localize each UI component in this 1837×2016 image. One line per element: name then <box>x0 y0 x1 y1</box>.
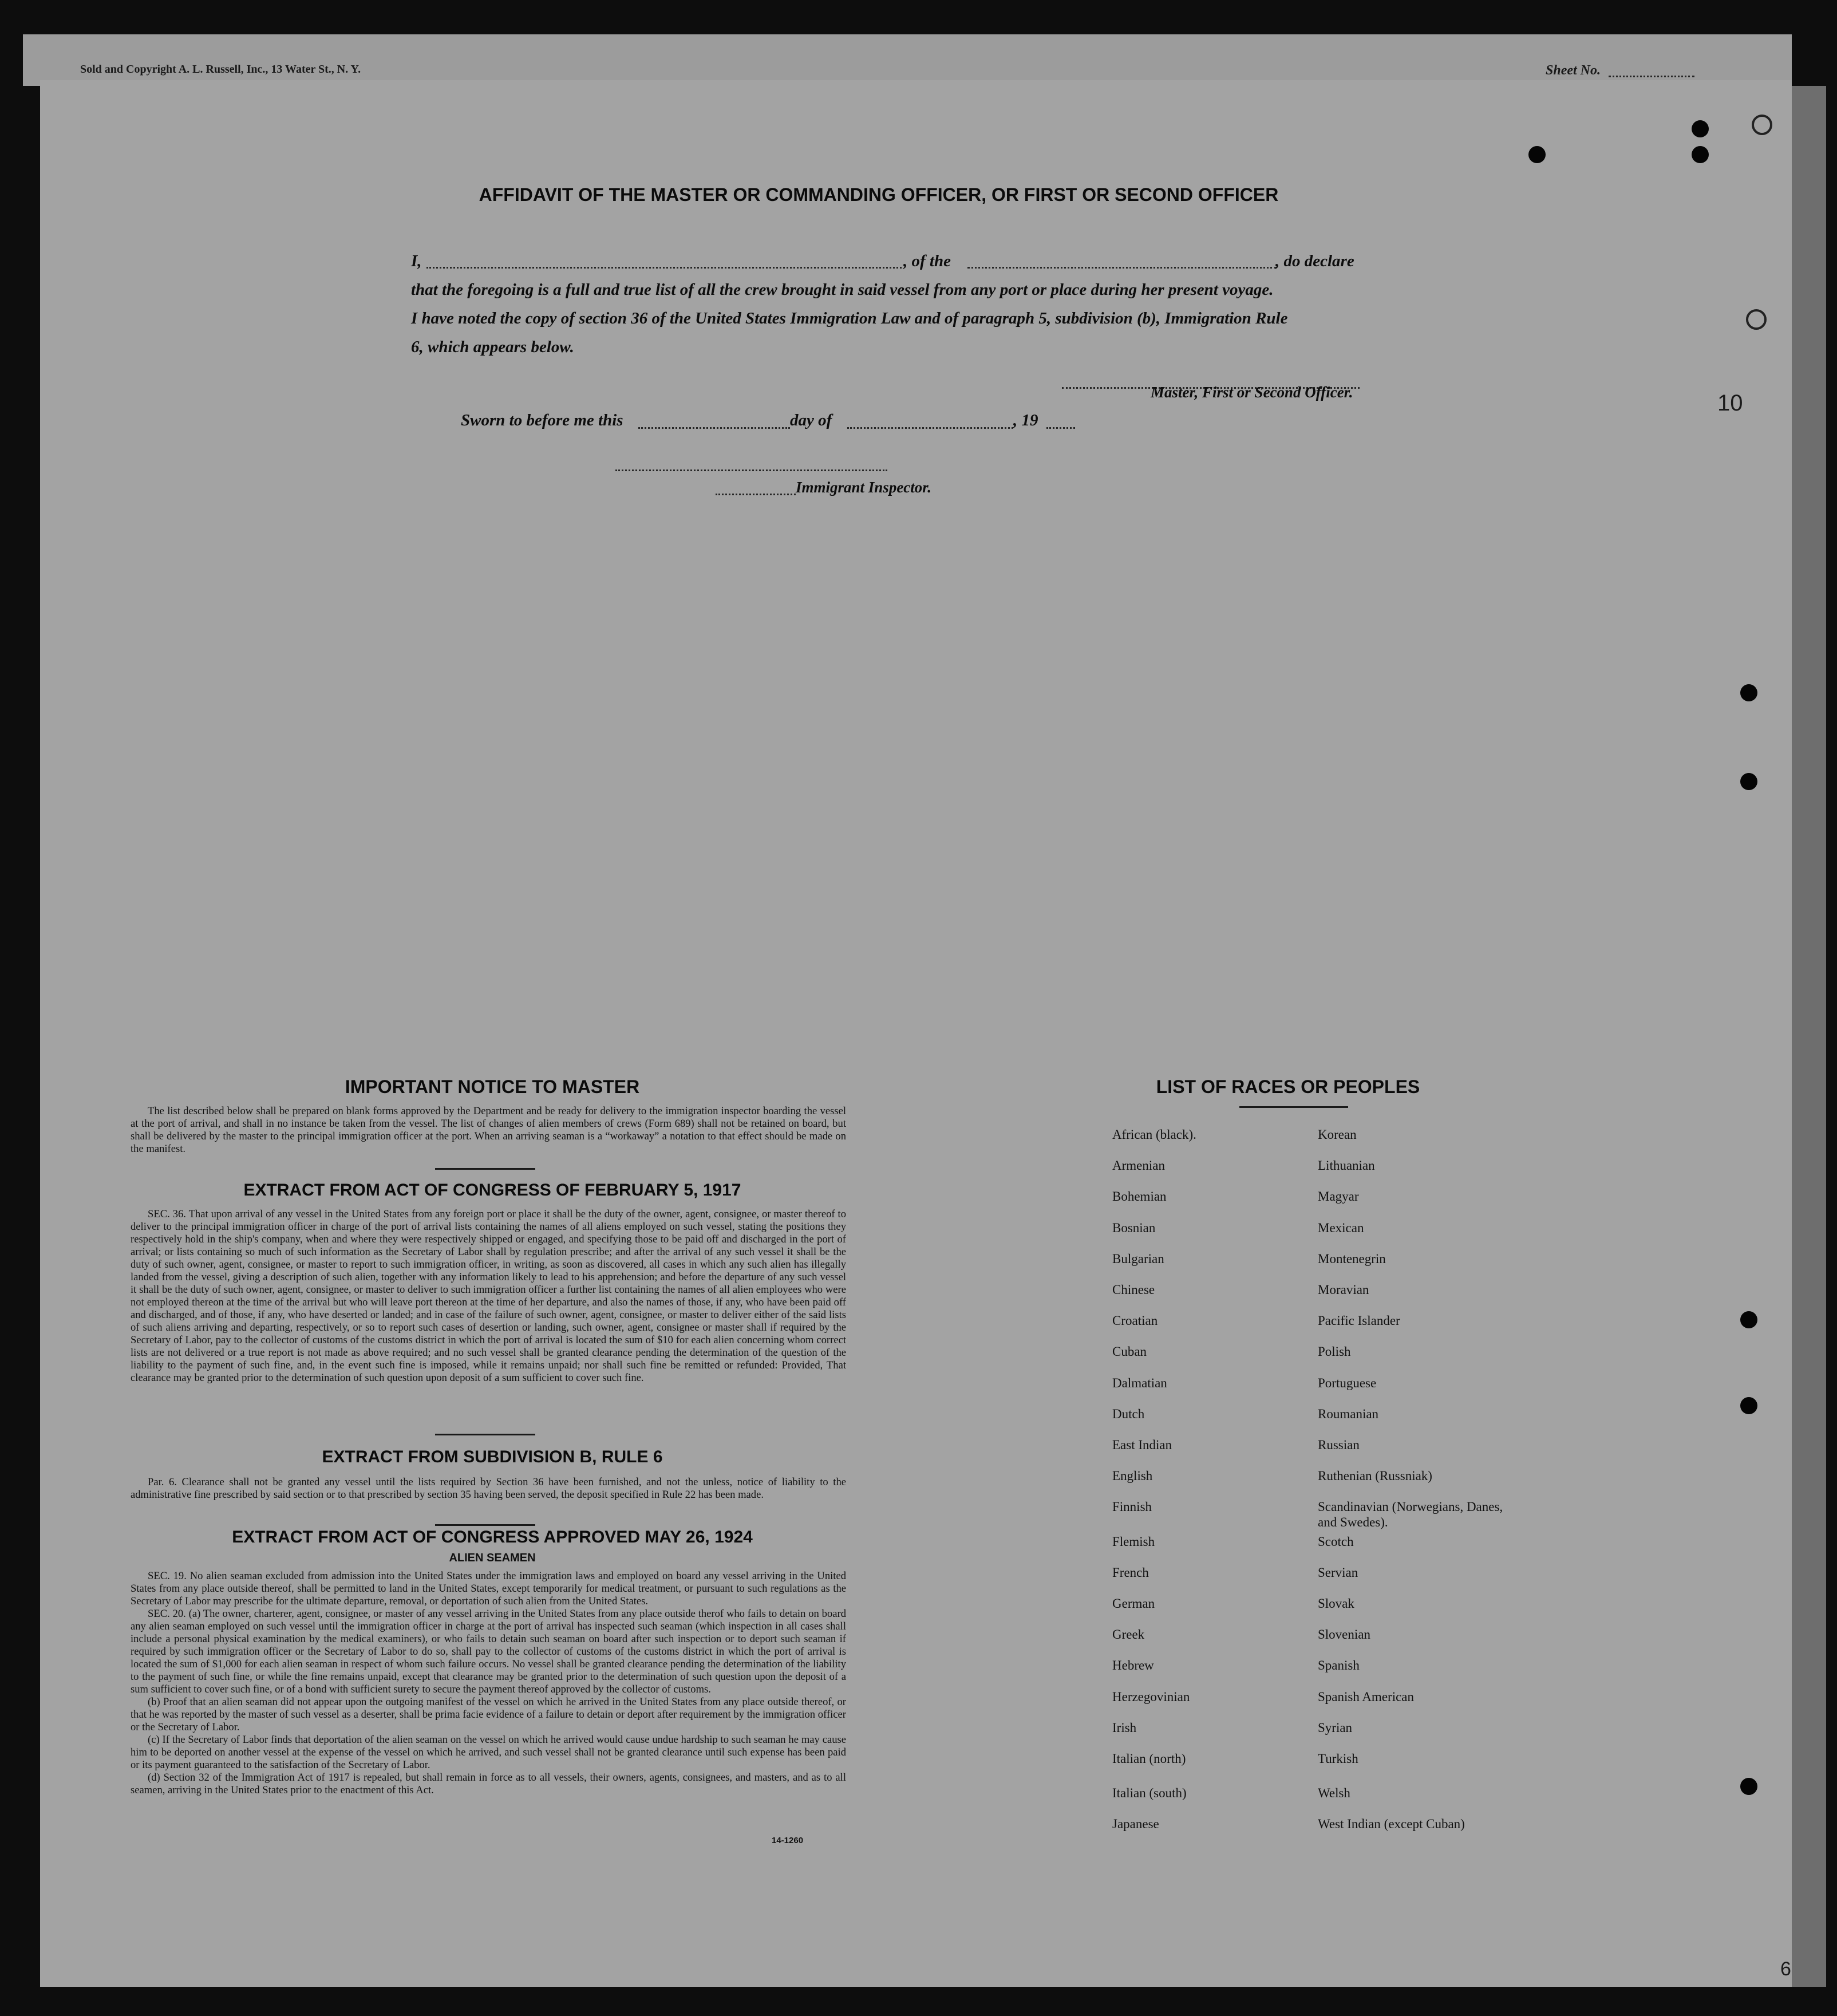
page-edge <box>1792 86 1826 1987</box>
alien-seamen-subtitle: ALIEN SEAMEN <box>449 1552 536 1564</box>
affidavit-do-declare: , do declare <box>1275 252 1354 270</box>
punch-hole <box>1692 120 1709 137</box>
race-item: German <box>1112 1596 1155 1611</box>
affidavit-line-4: 6, which appears below. <box>411 338 574 356</box>
race-item: Finnish <box>1112 1500 1152 1514</box>
race-item: Slovenian <box>1318 1627 1370 1642</box>
race-item: Armenian <box>1112 1158 1165 1173</box>
race-item: East Indian <box>1112 1438 1172 1452</box>
race-item: Hebrew <box>1112 1658 1154 1673</box>
divider <box>435 1434 535 1435</box>
notice-title: IMPORTANT NOTICE TO MASTER <box>345 1076 640 1097</box>
notice-text <box>131 1105 846 1155</box>
race-item: Greek <box>1112 1627 1145 1642</box>
divider <box>1239 1106 1348 1108</box>
affidavit-title: AFFIDAVIT OF THE MASTER OR COMMANDING OFFICER, OR FIRST OR SECOND OFFICER <box>479 184 1279 205</box>
section-20-c: (c) If the Secretary of Labor finds that deportation of the alien seaman on the vessel on which he arrived would cause undue hardship to such seaman he may cause him to be deported on another vessel at the expense of the vessel on which he arrived, and such vessel shall not be granted clearance until such expense has been paid or its payment guaranteed to the satisfaction of the Secretary of Labor. <box>131 1734 846 1771</box>
name-blank <box>426 267 902 269</box>
race-item: Spanish <box>1318 1658 1360 1673</box>
race-item: English <box>1112 1469 1153 1484</box>
race-item: Syrian <box>1318 1720 1353 1735</box>
race-item: African (black). <box>1112 1127 1196 1142</box>
race-item: Magyar <box>1318 1189 1359 1204</box>
sworn-month-blank <box>847 427 1013 429</box>
affidavit-line-2: that the foregoing is a full and true list of all the crew brought in said vessel from any port or place during her present voyage. <box>411 281 1274 299</box>
races-title: LIST OF RACES OR PEOPLES <box>1156 1076 1420 1097</box>
race-item: Mexican <box>1318 1220 1364 1235</box>
act-1917-title: EXTRACT FROM ACT OF CONGRESS OF FEBRUARY 5, 1917 <box>243 1181 741 1200</box>
race-item: Cuban <box>1112 1344 1147 1359</box>
rule-6-text <box>131 1476 846 1501</box>
section-20-a: SEC. 20. (a) The owner, charterer, agent, consignee, or master of any vessel arriving in the United States from any place outside therof who fails to detain on board any alien seaman employed on such vessel until the immigration officer in charge at the port of arrival has inspected such seaman (which inspection in all cases shall include a personal physical examination by the medical examiners), or who fails to detain such seaman on board after such inspection or to deport such seaman if required by such immigration officer or the Secretary of Labor to do so, shall pay to the collector of customs of the customs district in which the port of arrival is located the sum of $1,000 for each alien seaman in respect of whom such failure occurs. No vessel shall be granted clearance pending the determination of the liability to the payment of such fine, or while the fine remains unpaid, except that clearance may be granted prior to the determination of such question upon the deposit of a sum sufficient to cover such fine, or of a bond with sufficient surety to secure the payment thereof approved by the collector of customs. <box>131 1608 846 1695</box>
race-item: Dalmatian <box>1112 1375 1167 1390</box>
sworn-year-blank <box>1046 427 1075 429</box>
paragraph-6: Par. 6. Clearance shall not be granted any vessel until the lists required by Section 36 have been furnished, and not the unless, notice of liability to the administrative fine prescribed by said section or to that prescribed by section 35 having been served, the deposit specified in Rule 22 has been made. <box>131 1476 846 1501</box>
section-36: SEC. 36. That upon arrival of any vessel in the United States from any foreign port or place it shall be the duty of the owner, agent, consignee, or master thereof to deliver to the principal immigration officer in charge of the port of arrival lists containing the names of all aliens employed on such vessel, stating the positions they respectively hold in the ship's company, when and where they were respectively shipped or engaged, and specifying those to be paid off and discharged in the port of arrival; or lists containing so much of such information as the Secretary of Labor shall by regulation prescribe; and after the arrival of any such vessel it shall be the duty of such owner, agent, consignee, or master to report to such immigration officer, in writing, as soon as discovered, all cases in which any such alien has illegally landed from the vessel, giving a description of such alien, together with any information likely to lead to his apprehension; and before the departure of any such vessel it shall be the duty of such owner, agent, consignee, or master to deliver to such immigration officer a further list containing the names of all alien employees who were not employed thereon at the time of the arrival but who will leave port thereon at the time of her departure, and also the names of those, if any, who have been paid off and discharged, and of those, if any, who have deserted or landed; and in case of the failure of such owner, agent, consignee, or master to deliver either of the said lists of such aliens arriving and departing, respectively, or so to report such cases of desertion or landing, such owner, agent, consignee or master shall if required by the Secretary of Labor, pay to the collector of customs of the customs district in which the port of arrival is located the sum of $10 for each alien concerning whom correct lists are not delivered or a true report is not made as above required; and no such vessel shall be granted clearance pending the determination of the question of the liability to the payment of such fine, and, in the event such fine is imposed, while it remains unpaid; nor shall such fine be remitted or refunded: Provided, That clearance may be granted prior to the determination of such question upon deposit of a sum sufficient to cover such fine. <box>131 1208 846 1384</box>
race-item: Irish <box>1112 1720 1137 1735</box>
punch-hole <box>1752 115 1772 135</box>
race-item: Montenegrin <box>1318 1251 1386 1266</box>
corner-number: 6 <box>1780 1958 1791 1980</box>
printer-imprint: Sold and Copyright A. L. Russell, Inc., 13 Water St., N. Y. <box>80 63 361 76</box>
top-strip <box>23 34 1792 86</box>
section-20-b: (b) Proof that an alien seaman did not appear upon the outgoing manifest of the vessel on which he arrived in the United States from any place outside thereof, or that he was reported by the master of such vessel as a deserter, shall be prima facie evidence of a failure to detain or deport after requirement by the immigration officer or the Secretary of Labor. <box>131 1696 846 1733</box>
punch-hole <box>1528 146 1546 163</box>
notice-paragraph: The list described below shall be prepared on blank forms approved by the Department and be ready for delivery to the immigration inspector boarding the vessel at the port of arrival, and shall in no instance be taken from the vessel. The list of changes of alien members of crews (Form 689) shall not be retained on board, but shall be delivered by the master to the principal immigration officer at the port. When an arriving seaman is a “workaway” a notation to that effect should be made on the manifest. <box>131 1105 846 1155</box>
race-item: Slovak <box>1318 1596 1354 1611</box>
sheet-number-blank <box>1609 76 1694 77</box>
punch-hole <box>1692 146 1709 163</box>
race-item: Russian <box>1318 1438 1360 1452</box>
sworn-year: , 19 <box>1013 411 1038 429</box>
race-item: Pacific Islander <box>1318 1313 1400 1328</box>
punch-hole <box>1740 1778 1757 1795</box>
punch-hole <box>1740 773 1757 790</box>
inspector-caption-blank <box>716 494 796 495</box>
race-item: Croatian <box>1112 1313 1158 1328</box>
race-item: Scandinavian (Norwegians, Danes, and Swedes). <box>1318 1500 1503 1530</box>
punch-hole <box>1740 1311 1757 1328</box>
race-item: French <box>1112 1565 1149 1580</box>
act-1924-text <box>131 1570 846 1797</box>
inspector-signature-blank <box>615 470 887 471</box>
race-item: Bosnian <box>1112 1220 1156 1235</box>
race-item: Korean <box>1318 1127 1357 1142</box>
act-1924-title: EXTRACT FROM ACT OF CONGRESS APPROVED MAY 26, 1924 <box>232 1528 753 1546</box>
affidavit-line-3: I have noted the copy of section 36 of the United States Immigration Law and of paragraph 5, subdivision (b), Immigration Rule <box>411 309 1288 328</box>
section-20-d: (d) Section 32 of the Immigration Act of 1917 is repealed, but shall remain in force as to all vessels, their owners, agents, consignees, and masters, and as to all seamen, arriving in the United States prior to the enactment of this Act. <box>131 1772 846 1796</box>
race-item: Bulgarian <box>1112 1251 1164 1266</box>
form-number: 14-1260 <box>772 1836 804 1845</box>
punch-hole <box>1746 309 1767 330</box>
race-item: Portuguese <box>1318 1375 1377 1390</box>
sworn-day-blank <box>638 427 790 429</box>
race-item: Italian (north) <box>1112 1751 1186 1766</box>
affidavit-i: I, <box>411 252 422 270</box>
rule-6-title: EXTRACT FROM SUBDIVISION B, RULE 6 <box>322 1447 663 1466</box>
inspector-caption: Immigrant Inspector. <box>796 479 932 496</box>
vessel-blank <box>967 267 1277 269</box>
section-19: SEC. 19. No alien seaman excluded from admission into the United States under the immigration laws and employed on board any vessel arriving in the United States from any place outside thereof, shall be permitted to land in the United States, except temporarily for medical treatment, or pursuant to such regulations as the Secretary of Labor may prescribe for the ultimate departure, removal, or deportation of such alien from the United States. <box>131 1570 846 1607</box>
race-item: Herzegovinian <box>1112 1689 1190 1704</box>
sworn-day-of: day of <box>790 411 832 429</box>
race-item: Roumanian <box>1318 1406 1379 1421</box>
race-item: Ruthenian (Russniak) <box>1318 1469 1432 1484</box>
sworn-text: Sworn to before me this <box>461 411 623 429</box>
act-1917-text <box>131 1208 846 1384</box>
race-item: Dutch <box>1112 1406 1145 1421</box>
punch-hole <box>1740 684 1757 701</box>
divider <box>435 1524 535 1526</box>
margin-number: 10 <box>1717 390 1743 416</box>
race-item: Spanish American <box>1318 1689 1414 1704</box>
race-item: Welsh <box>1318 1786 1350 1801</box>
divider <box>435 1168 535 1170</box>
race-item: Bohemian <box>1112 1189 1167 1204</box>
race-item: Italian (south) <box>1112 1786 1187 1801</box>
race-item: Japanese <box>1112 1817 1159 1832</box>
race-item: Moravian <box>1318 1283 1369 1297</box>
race-item: Lithuanian <box>1318 1158 1375 1173</box>
affidavit-of-the: , of the <box>903 252 951 270</box>
race-item: Flemish <box>1112 1534 1155 1549</box>
punch-hole <box>1740 1397 1757 1414</box>
race-item: Chinese <box>1112 1283 1155 1297</box>
race-item: Scotch <box>1318 1534 1354 1549</box>
officer-signature-caption: Master, First or Second Officer. <box>1151 384 1353 401</box>
race-item: Polish <box>1318 1344 1351 1359</box>
race-item: Servian <box>1318 1565 1358 1580</box>
sheet-number-label: Sheet No. <box>1546 63 1601 78</box>
race-item: West Indian (except Cuban) <box>1318 1817 1465 1832</box>
race-item: Turkish <box>1318 1751 1358 1766</box>
